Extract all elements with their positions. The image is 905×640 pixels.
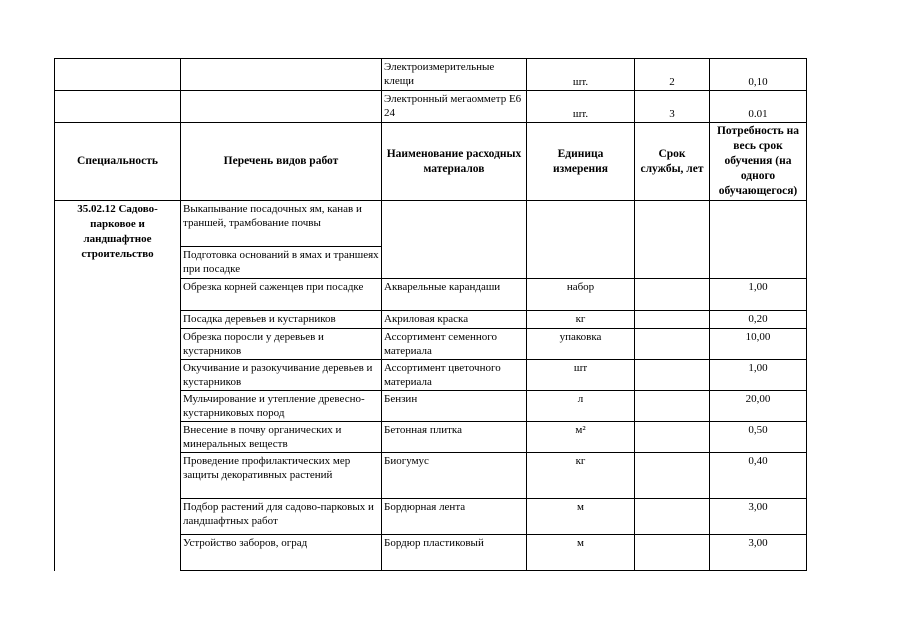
- cell-life: [635, 360, 710, 391]
- cell-material: Бензин: [382, 391, 527, 422]
- cell-need: 0,20: [710, 311, 807, 329]
- cell-need: 0,50: [710, 422, 807, 453]
- cell-need: 20,00: [710, 391, 807, 422]
- cell-work: Выкапывание посадочных ям, канав и траншей, трамбование почвы: [181, 201, 382, 247]
- cell-material: Акриловая краска: [382, 311, 527, 329]
- cell-work: Мульчирование и утепление древесно-кустарниковых пород: [181, 391, 382, 422]
- cell-need: 0.01: [710, 91, 807, 123]
- table-row: [55, 201, 807, 247]
- cell-work: Окучивание и разокучивание деревьев и кустарников: [181, 360, 382, 391]
- header-works: Перечень видов работ: [181, 123, 382, 201]
- cell-material: Электронный мегаомметр Е6 24: [382, 91, 527, 123]
- cell-life: [635, 453, 710, 499]
- document-page: [54, 58, 807, 571]
- table-header-row: [55, 123, 807, 201]
- cell-empty: [55, 91, 181, 123]
- cell-material: Акварельные карандаши: [382, 279, 527, 311]
- cell-unit: м: [527, 535, 635, 571]
- header-unit: Единица измерения: [527, 123, 635, 201]
- cell-empty: [710, 201, 807, 279]
- cell-unit: шт.: [527, 59, 635, 91]
- cell-material: Бетонная плитка: [382, 422, 527, 453]
- cell-unit: кг: [527, 311, 635, 329]
- cell-work: Посадка деревьев и кустарников: [181, 311, 382, 329]
- cell-need: 0,40: [710, 453, 807, 499]
- cell-life: [635, 499, 710, 535]
- cell-material: Ассортимент цветочного материала: [382, 360, 527, 391]
- cell-work: Обрезка корней саженцев при посадке: [181, 279, 382, 311]
- cell-work: Обрезка поросли у деревьев и кустарников: [181, 329, 382, 360]
- cell-unit: м: [527, 499, 635, 535]
- cell-life: [635, 535, 710, 571]
- cell-life: [635, 311, 710, 329]
- cell-need: 3,00: [710, 535, 807, 571]
- materials-table: [54, 58, 807, 571]
- cell-unit: кг: [527, 453, 635, 499]
- cell-life: [635, 391, 710, 422]
- cell-material: Биогумус: [382, 453, 527, 499]
- cell-specialty: 35.02.12 Садово-парковое и ландшафтное строительство: [55, 201, 181, 571]
- cell-material: Бордюрная лента: [382, 499, 527, 535]
- table-row: [55, 91, 807, 123]
- header-need: Потребность на весь срок обучения (на одного обучающегося): [710, 123, 807, 201]
- cell-life: 2: [635, 59, 710, 91]
- header-specialty: Специальность: [55, 123, 181, 201]
- header-life: Срок службы, лет: [635, 123, 710, 201]
- cell-need: 1,00: [710, 279, 807, 311]
- cell-unit: упаковка: [527, 329, 635, 360]
- cell-empty: [181, 91, 382, 123]
- cell-work: Подготовка оснований в ямах и траншеях при посадке: [181, 247, 382, 279]
- cell-life: [635, 329, 710, 360]
- cell-unit: л: [527, 391, 635, 422]
- cell-empty: [181, 59, 382, 91]
- cell-need: 0,10: [710, 59, 807, 91]
- cell-work: Устройство заборов, оград: [181, 535, 382, 571]
- cell-material: Электроизмерительные клещи: [382, 59, 527, 91]
- cell-work: Внесение в почву органических и минеральных веществ: [181, 422, 382, 453]
- cell-material: Ассортимент семенного материала: [382, 329, 527, 360]
- cell-empty: [527, 201, 635, 279]
- table-row: [55, 59, 807, 91]
- cell-work: Проведение профилактических мер защиты декоративных растений: [181, 453, 382, 499]
- cell-empty: [635, 201, 710, 279]
- cell-life: [635, 422, 710, 453]
- cell-work: Подбор растений для садово-парковых и ландшафтных работ: [181, 499, 382, 535]
- cell-empty: [382, 201, 527, 279]
- cell-empty: [55, 59, 181, 91]
- cell-need: 10,00: [710, 329, 807, 360]
- header-materials: Наименование расходных материалов: [382, 123, 527, 201]
- cell-need: 3,00: [710, 499, 807, 535]
- cell-need: 1,00: [710, 360, 807, 391]
- cell-unit: набор: [527, 279, 635, 311]
- cell-life: [635, 279, 710, 311]
- cell-unit: шт.: [527, 91, 635, 123]
- cell-life: 3: [635, 91, 710, 123]
- cell-unit: м²: [527, 422, 635, 453]
- cell-unit: шт: [527, 360, 635, 391]
- cell-material: Бордюр пластиковый: [382, 535, 527, 571]
